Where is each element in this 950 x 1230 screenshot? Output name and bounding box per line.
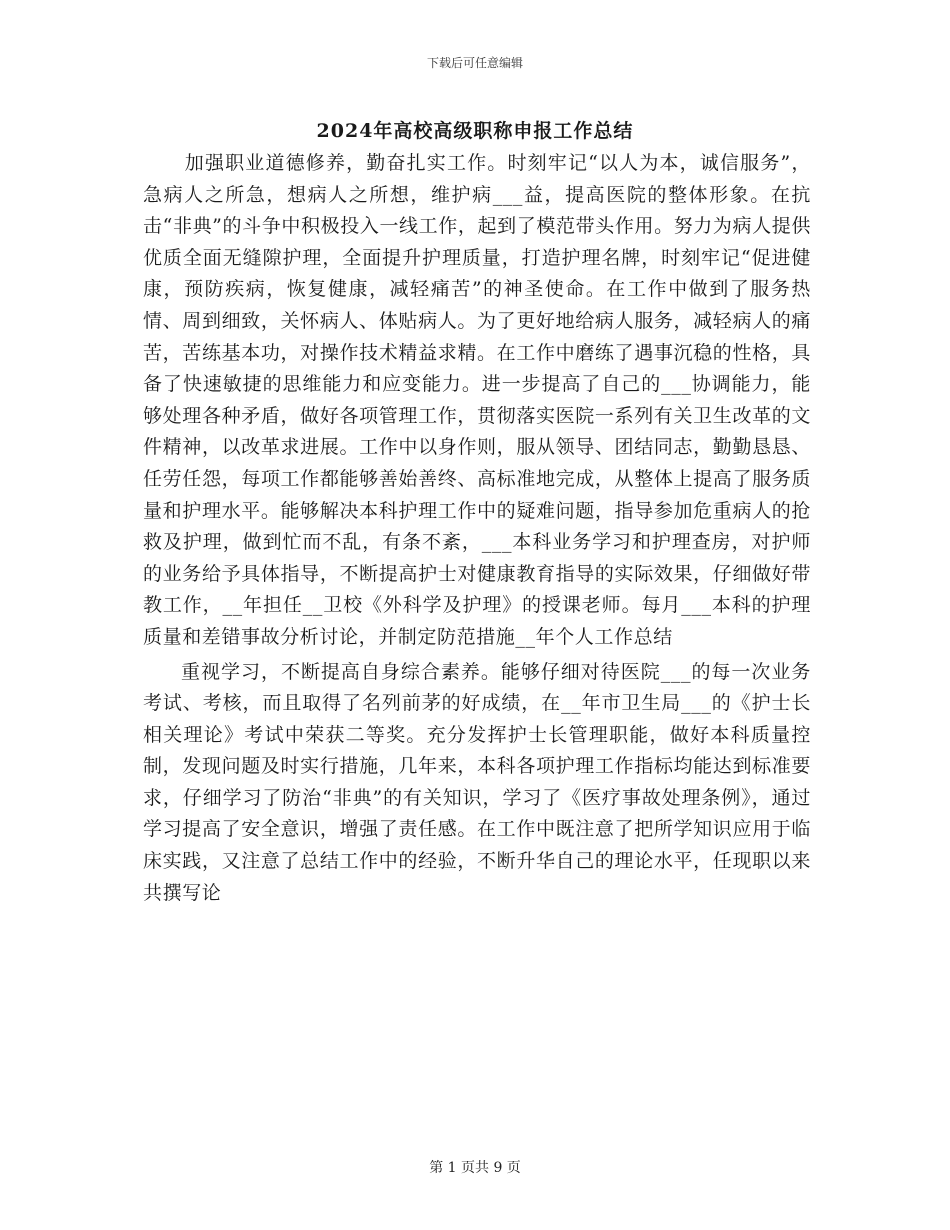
paragraph-1: 加强职业道德修养，勤奋扎实工作。时刻牢记“以人为本，诚信服务”，急病人之所急，想病人之所想，维护病___益，提高医院的整体形象。在抗击“非典”的斗争中积极投入一线工作，起到了模范带头作用。努力为病人提供优质全面无缝隙护理，全面提升护理质量，打造护理名牌，时刻牢记“促进健康，预防疾病，恢复健康，减轻痛苦”的神圣使命。在工作中做到了服务热情、周到细致，关怀病人、体贴病人。为了更好地给病人服务，减轻病人的痛苦，苦练基本功，对操作技术精益求精。在工作中磨练了遇事沉稳的性格，具备了快速敏捷的思维能力和应变能力。进一步提高了自己的___协调能力，能够处理各种矛盾，做好各项管理工作，贯彻落实医院一系列有关卫生改革的文件精神，以改革求进展。工作中以身作则，服从领导、团结同志，勤勤恳恳、任劳任怨，每项工作都能够善始善终、高标准地完成，从整体上提高了服务质量和护理水平。能够解决本科护理工作中的疑难问题，指导参加危重病人的抢救及护理，做到忙而不乱，有条不紊，___本科业务学习和护理查房，对护师的业务给予具体指导，不断提高护士对健康教育指导的实际效果，仔细做好带教工作，__年担任__卫校《外科学及护理》的授课老师。每月___本科的护理质量和差错事故分析讨论，并制定防范措施__年个人工作总结	[143, 152, 811, 648]
document-body	[143, 148, 811, 912]
paragraph-2: 重视学习，不断提高自身综合素养。能够仔细对待医院___的每一次业务考试、考核，而且取得了名列前茅的好成绩，在__年市卫生局___的《护士长相关理论》考试中荣获二等奖。充分发挥护士长管理职能，做好本科质量控制，发现问题及时实行措施，几年来，本科各项护理工作指标均能达到标准要求，仔细学习了防治“非典”的有关知识，学习了《医疗事故处理条例》，通过学习提高了安全意识，增强了责任感。在工作中既注意了把所学知识应用于临床实践，又注意了总结工作中的经验，不断升华自己的理论水平，任现职以来共撰写论	[143, 660, 811, 904]
page-number: 第 1 页共 9 页	[429, 1160, 521, 1176]
document-title: 2024年高校高级职称申报工作总结	[316, 120, 634, 142]
header-note: 下载后可任意编辑	[426, 56, 523, 70]
